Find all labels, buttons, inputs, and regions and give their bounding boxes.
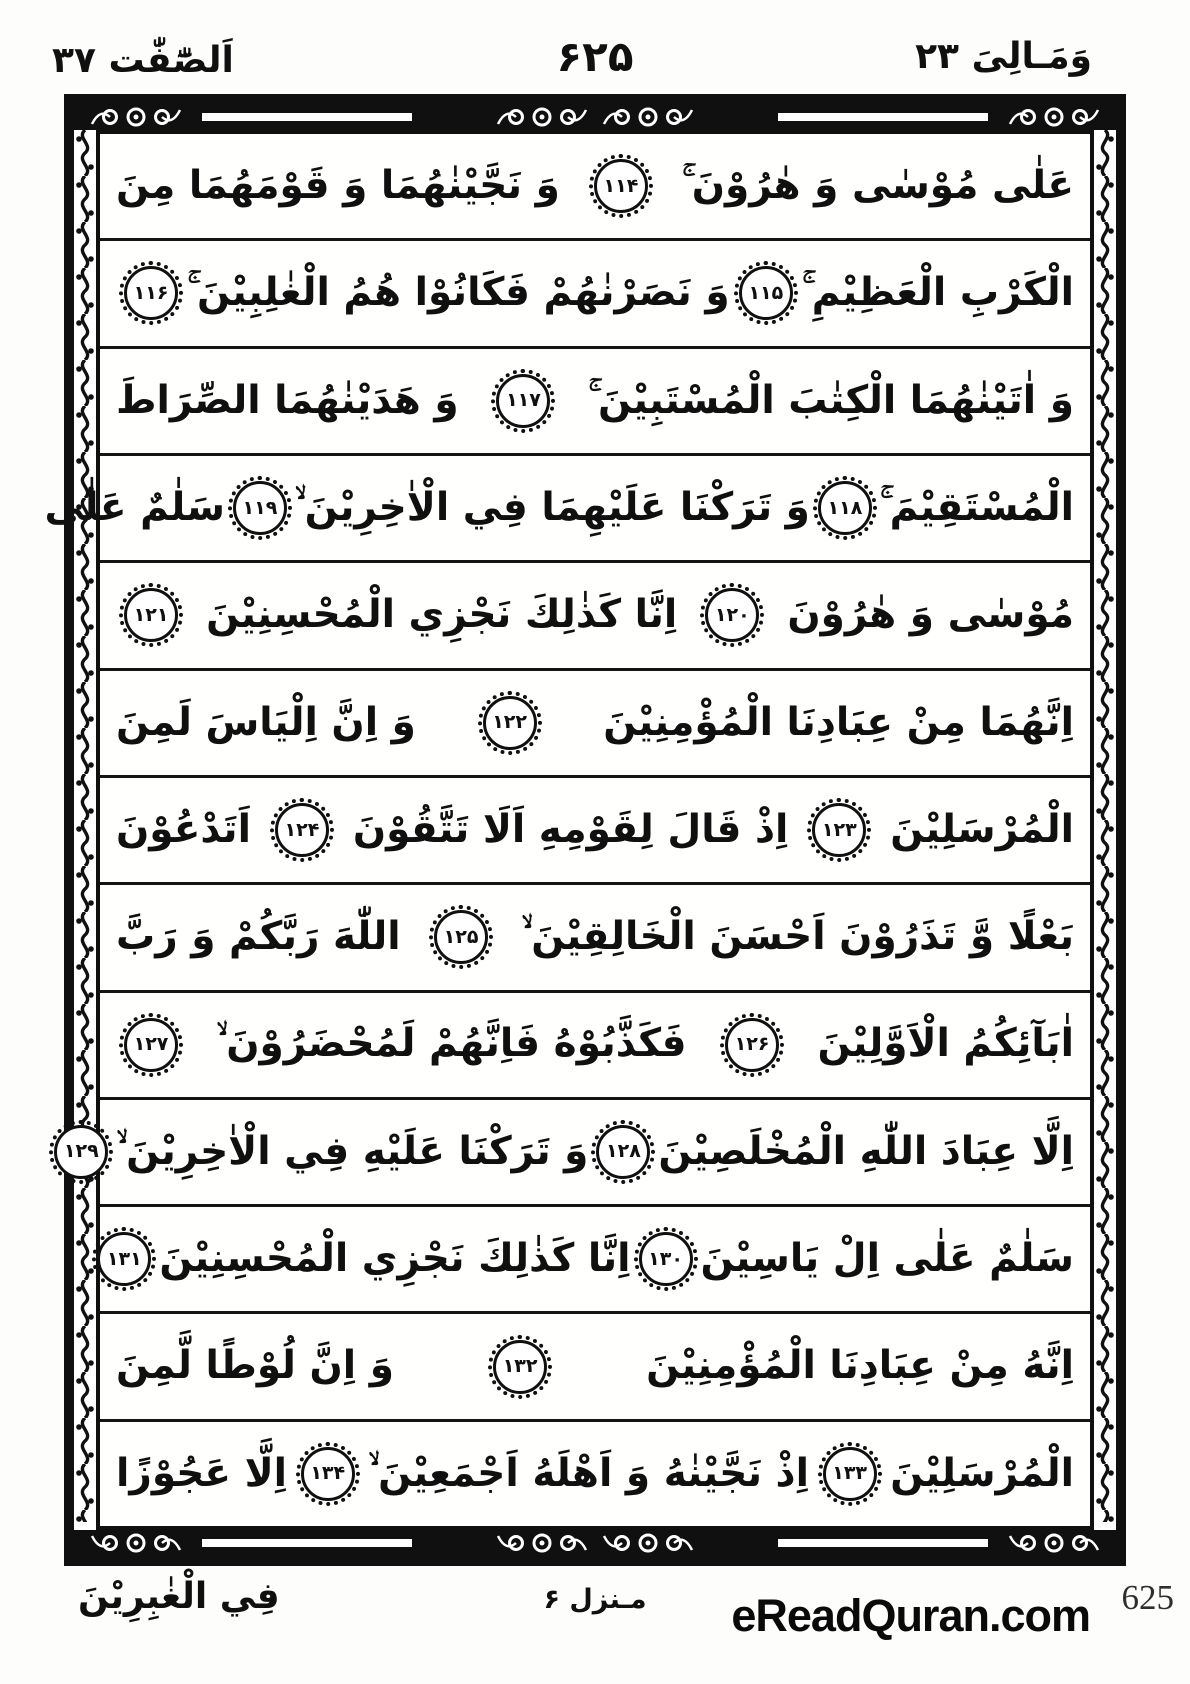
ayah-number-medallion: ۱۲۵ [434,910,488,964]
mushaf-line [100,134,1090,241]
ayah-number-medallion: ۱۳۴ [301,1447,355,1501]
manzil-marker: مـنزل ۶ [543,1584,647,1615]
ayah-text: الْمُسْتَقِيْمَ ۚ [879,484,1074,530]
border-ornament-top-icon [74,104,1116,130]
ayah-text: اِنَّهُ مِنْ عِبَادِنَا الْمُؤْمِنِيْنَ [646,1343,1074,1389]
juz-marker: وَمَـالِىَ ۲۳ [915,36,1092,77]
ayah-text: اِذْ نَجَّيْنٰهُ وَ اَهْلَهُ اَجْمَعِيْنَ ۙ [368,1450,809,1496]
ayah-number-medallion: ۱۳۰ [639,1232,693,1286]
mushaf-line [100,993,1090,1100]
ayah-text: فَكَذَّبُوْهُ فَاِنَّهُمْ لَمُحْضَرُوْنَ ۙ [216,1021,687,1067]
ayah-text: اِلَّا عَجُوْزًا [116,1450,288,1496]
ayah-text: وَ تَرَكْنَا عَلَيْهِ فِي الْاٰخِرِيْنَ ۙ [116,1128,589,1174]
ayah-number-medallion: ۱۲۶ [725,1018,779,1072]
ayah-number-medallion: ۱۱۷ [496,374,550,428]
mushaf-line [63,1100,1090,1207]
ayah-text: وَ اِنَّ اِلْيَاسَ لَمِنَ [116,699,416,745]
ayah-text: مُوْسٰى وَ هٰرُوْنَ [787,592,1074,638]
ayah-text: الْمُرْسَلِيْنَ [890,1450,1074,1496]
page-number-arabic: ۶۲۵ [556,32,634,81]
ayah-text: اِنَّا كَذٰلِكَ نَجْزِي الْمُحْسِنِيْنَ [159,1236,631,1282]
mushaf-line [44,456,1090,563]
ayah-number-medallion: ۱۲۳ [812,803,866,857]
ayah-text: بَعْلًا وَّ تَذَرُوْنَ اَحْسَنَ الْخَالِقِيْنَ ۙ [521,914,1074,960]
ayah-text: اِنَّا كَذٰلِكَ نَجْزِي الْمُحْسِنِيْنَ [206,592,678,638]
ayah-number-medallion: ۱۳۳ [823,1447,877,1501]
ayah-text: سَلٰمٌ عَلٰى اِلْ يَاسِيْنَ [700,1236,1074,1282]
text-area [44,130,1094,1530]
mushaf-line [100,349,1090,456]
ayah-number-medallion: ۱۱۹ [233,481,287,535]
mushaf-line [100,1422,1090,1526]
ayah-number-medallion: ۱۲۹ [54,1125,108,1179]
mushaf-line [100,671,1090,778]
ayah-text: اَتَدْعُوْنَ [116,806,251,852]
ayah-text: عَلٰى مُوْسٰى وَ هٰرُوْنَ ۚ [682,162,1074,208]
ayah-number-medallion: ۱۳۱ [97,1232,151,1286]
ayah-text: وَ تَرَكْنَا عَلَيْهِمَا فِي الْاٰخِرِيْنَ ۙ [294,484,810,530]
mushaf-line [100,241,1090,348]
ayah-number-medallion: ۱۳۲ [493,1340,547,1394]
ayah-text: وَ هَدَيْنٰهُمَا الصِّرَاطَ [116,377,459,423]
ayah-text: الْمُرْسَلِيْنَ [890,806,1074,852]
ayah-number-medallion: ۱۱۵ [739,266,793,320]
ayah-text: سَلٰمٌ عَلٰى [44,484,225,530]
surah-marker: اَلصّٰٓفّٰت ۳۷ [52,40,234,81]
page-number: 625 [1121,1578,1174,1617]
ayah-number-medallion: ۱۲۷ [124,1018,178,1072]
ayah-number-medallion: ۱۱۸ [818,481,872,535]
ayah-text: الْكَرْبِ الْعَظِيْمِ ۚ [802,270,1074,316]
ayah-number-medallion: ۱۲۰ [705,588,759,642]
mushaf-line [100,778,1090,885]
ayah-number-medallion: ۱۲۲ [483,696,537,750]
ayah-text: وَ اٰتَيْنٰهُمَا الْكِتٰبَ الْمُسْتَبِيْنَ ۚ [588,377,1074,423]
ayah-text: اللّٰهَ رَبَّكُمْ وَ رَبَّ [116,914,401,960]
mushaf-line [100,1314,1090,1421]
border-ornament-bottom-icon [74,1530,1116,1556]
border-vine-right-icon [1094,130,1116,1522]
catchword: فِي الْغٰبِرِيْنَ [78,1576,280,1617]
ayah-number-medallion: ۱۱۴ [594,159,648,213]
mushaf-line [100,885,1090,992]
text-frame [44,94,1126,1566]
mushaf-line [100,1207,1090,1314]
ayah-text: وَ نَجَّيْنٰهُمَا وَ قَوْمَهُمَا مِنَ [116,162,560,208]
ayah-text: وَ اِنَّ لُوْطًا لَّمِنَ [116,1343,394,1389]
border-vine-left-icon [74,130,96,1522]
ayah-number-medallion: ۱۱۶ [124,266,178,320]
watermark: eReadQuran.com [731,1590,1090,1641]
ayah-number-medallion: ۱۲۸ [596,1125,650,1179]
ayah-text: اٰبَآئِكُمُ الْاَوَّلِيْنَ [817,1021,1074,1067]
mushaf-line [100,563,1090,670]
ayah-text: اِذْ قَالَ لِقَوْمِهِ اَلَا تَتَّقُوْنَ [352,806,789,852]
ayah-number-medallion: ۱۲۱ [124,588,178,642]
ayah-text: اِنَّهُمَا مِنْ عِبَادِنَا الْمُؤْمِنِيْنَ [603,699,1074,745]
ayah-text: وَ نَصَرْنٰهُمْ فَكَانُوْا هُمُ الْغٰلِبِيْنَ ۚ [187,270,730,316]
ayah-text: اِلَّا عِبَادَ اللّٰهِ الْمُخْلَصِيْنَ [658,1128,1074,1174]
ayah-number-medallion: ۱۲۴ [275,803,329,857]
